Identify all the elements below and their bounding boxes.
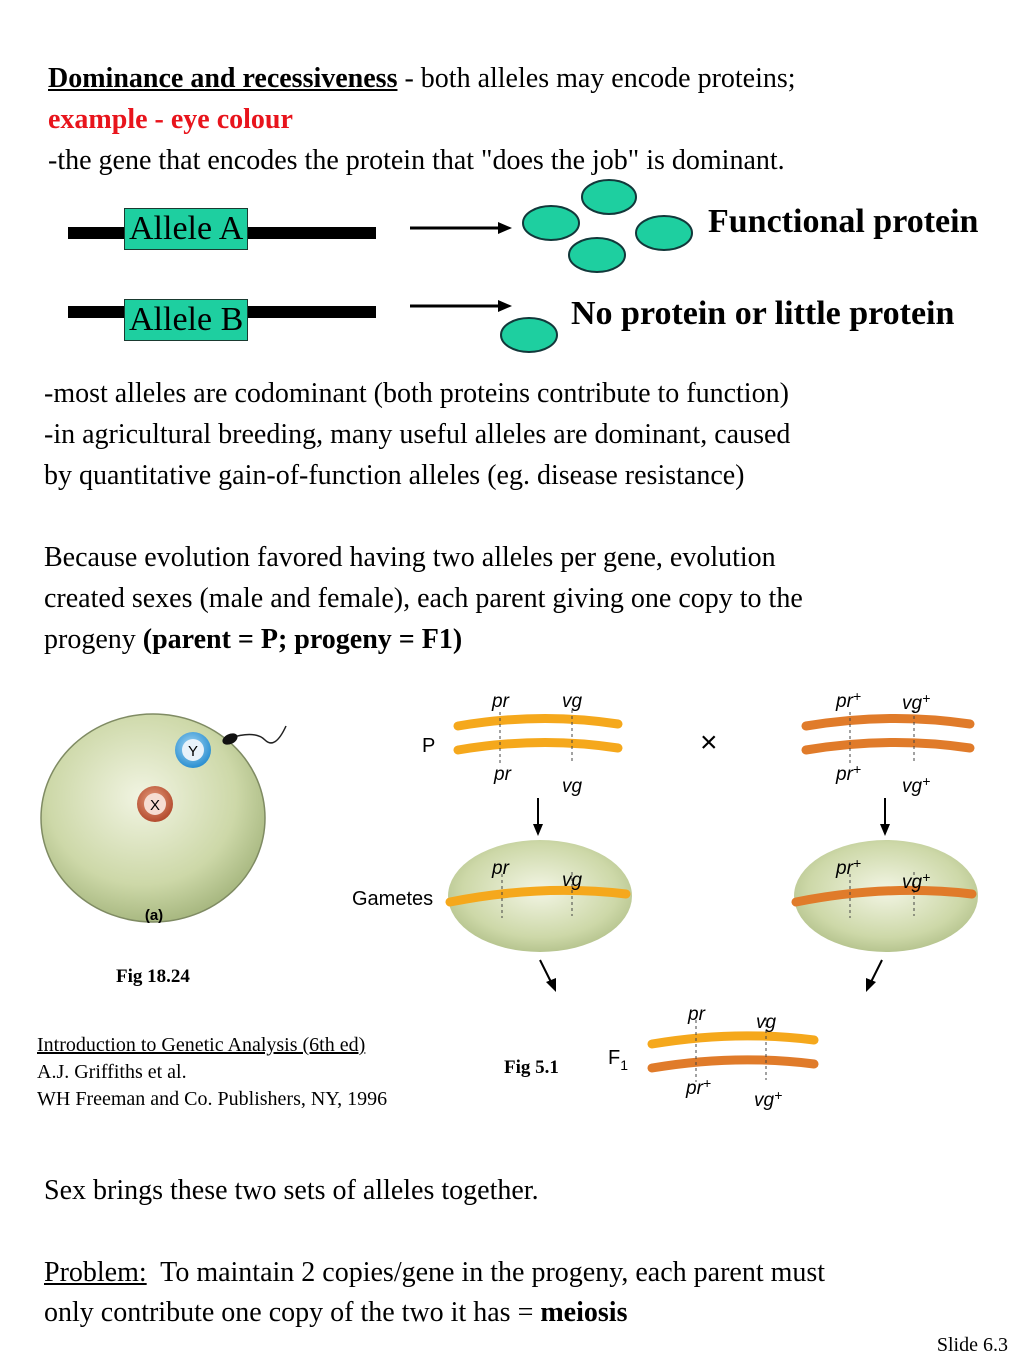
locus-vg-plus: vg+ [902, 869, 931, 893]
protein-ellipse [582, 180, 636, 214]
locus-pr-plus: pr+ [686, 1075, 712, 1099]
allele-b-box: Allele B [124, 299, 248, 341]
locus-vg: vg [562, 776, 583, 797]
parent-progeny-definition: (parent = P; progeny = F1) [142, 624, 463, 655]
y-label: Y [187, 743, 199, 760]
arrow-b-icon [410, 300, 512, 312]
sperm-tail [230, 726, 286, 743]
locus-vg-plus: vg+ [902, 690, 931, 714]
locus-vg-plus: vg+ [754, 1087, 783, 1111]
evolution-line-1: Because evolution favored having two alleles per gene, evolution [44, 542, 776, 573]
chromosome-pr-plus-vg-plus-bottom [806, 742, 970, 750]
evolution-line-2: created sexes (male and female), each parent giving one copy to the [44, 583, 803, 614]
f1-chromosome-pr-plus-vg-plus [652, 1060, 814, 1068]
f1-chromosome-pr-vg [652, 1036, 814, 1044]
locus-vg: vg [562, 870, 583, 891]
citation-authors: A.J. Griffiths et al. [37, 1061, 187, 1083]
citation-publisher: WH Freeman and Co. Publishers, NY, 1996 [37, 1088, 388, 1110]
example-label: example - eye colour [48, 104, 293, 135]
locus-pr-plus: pr+ [836, 855, 862, 879]
functional-protein-label: Functional protein [708, 203, 979, 240]
protein-ellipse [523, 206, 579, 240]
protein-ellipse [636, 216, 692, 250]
p-generation-label: P [422, 735, 436, 757]
x-label: X [149, 797, 161, 814]
locus-vg: vg [756, 1012, 777, 1033]
protein-ellipse [501, 318, 557, 352]
problem-text: To maintain 2 copies/gene in the progeny, each parent must [146, 1257, 826, 1288]
slide-number: Slide 6.3 [936, 1334, 1008, 1356]
arrow-down-icon [880, 798, 890, 836]
fig-5-1-illustration [340, 682, 990, 1112]
problem-text-2: only contribute one copy of the two it has = [44, 1297, 541, 1328]
gametes-label: Gametes [352, 888, 434, 910]
chromosome-pr-vg-top [458, 718, 618, 726]
problem-label: Problem: [44, 1257, 147, 1288]
intro-text: - both alleles may encode proteins; [397, 63, 796, 94]
locus-vg-plus: vg+ [902, 773, 931, 797]
no-protein-label: No protein or little protein [571, 295, 955, 332]
locus-pr-plus: pr+ [836, 761, 862, 785]
meiosis-term: meiosis [540, 1297, 628, 1328]
arrow-diagonal-icon [540, 960, 556, 992]
fig-18-24-illustration [40, 712, 300, 937]
allele-a-box: Allele A [124, 208, 248, 250]
locus-pr: pr [492, 691, 509, 712]
intro-line-1 [48, 58, 796, 99]
citation-title: Introduction to Genetic Analysis (6th ed) [37, 1034, 366, 1056]
codominant-line: -most alleles are codominant (both proteins contribute to function) [44, 378, 789, 409]
breeding-line: -in agricultural breeding, many useful alleles are dominant, caused [44, 419, 791, 450]
locus-pr: pr [492, 858, 509, 879]
progeny-text: progeny [44, 624, 143, 655]
section-title: Dominance and recessiveness [48, 63, 398, 94]
arrow-down-icon [533, 798, 543, 836]
problem-line-1 [44, 1252, 825, 1293]
fig-5-1-caption: Fig 5.1 [504, 1057, 559, 1078]
chromosome-pr-vg-bottom [458, 742, 618, 750]
sex-line: Sex brings these two sets of alleles together. [44, 1175, 539, 1206]
evolution-line-3 [44, 619, 462, 660]
locus-pr-plus: pr+ [836, 688, 862, 712]
arrow-a-icon [410, 222, 512, 234]
panel-label: (a) [144, 907, 164, 924]
locus-pr: pr [688, 1004, 705, 1025]
gain-of-function-line: by quantitative gain-of-function alleles (eg. disease resistance) [44, 460, 745, 491]
fig-18-24-caption: Fig 18.24 [116, 966, 190, 987]
locus-vg: vg [562, 691, 583, 712]
locus-pr: pr [494, 764, 511, 785]
cross-symbol: × [700, 726, 718, 759]
protein-ellipse [569, 238, 625, 272]
intro-line-3: -the gene that encodes the protein that "does the job" is dominant. [48, 145, 785, 176]
f1-label: $F_1$ [608, 1047, 629, 1073]
chromosome-pr-plus-vg-plus-top [806, 718, 970, 726]
problem-line-2 [44, 1292, 627, 1333]
arrow-diagonal-icon [866, 960, 882, 992]
